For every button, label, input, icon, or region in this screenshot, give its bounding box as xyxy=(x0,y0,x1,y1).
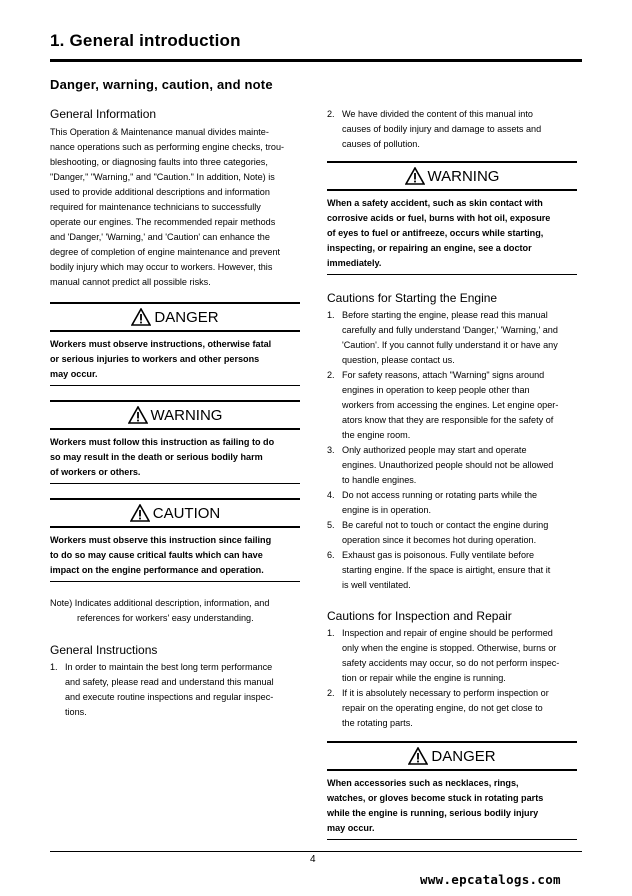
danger-header xyxy=(327,743,577,771)
general-information-text xyxy=(50,125,300,290)
note-line: Note) Indicates additional description, information, and xyxy=(50,598,270,608)
text-line: or serious injuries to workers and other persons xyxy=(50,354,260,364)
text-line: We have divided the content of this manual into xyxy=(342,109,533,119)
text-line: degree of completion of engine maintenance and prevent xyxy=(50,247,281,257)
warning-triangle-icon xyxy=(128,406,148,424)
text-line: the rotating parts. xyxy=(342,718,413,728)
list-number: 2. xyxy=(327,688,335,698)
text-line: only when the engine is stopped. Otherwise, burns or xyxy=(342,643,557,653)
cautions-inspection-list xyxy=(327,626,577,731)
list-item xyxy=(327,518,577,548)
danger-box xyxy=(50,302,300,386)
left-column xyxy=(50,107,300,720)
text-line: question, please contact us. xyxy=(342,355,455,365)
header-rule xyxy=(50,59,582,62)
text-line: manual cannot predict all possible risks. xyxy=(50,277,211,287)
warning-triangle-icon xyxy=(408,747,428,765)
list-number: 1. xyxy=(327,310,335,320)
warning-label: WARNING xyxy=(427,167,500,185)
text-line: repair on the operating engine, do not get close to xyxy=(342,703,543,713)
text-line: bodily injury which may occur to workers. However, this xyxy=(50,262,273,272)
text-line: 'Caution'. If you cannot fully understand it or have any xyxy=(342,340,558,350)
text-line: engines in operation to keep people other than xyxy=(342,385,530,395)
text-line: tions. xyxy=(65,707,87,717)
text-line: to do so may cause critical faults which can have xyxy=(50,550,263,560)
text-line: so may result in the death or serious bodily harm xyxy=(50,452,263,462)
note xyxy=(50,596,300,626)
text-line: operation since it becomes hot during operation. xyxy=(342,535,537,545)
danger-box xyxy=(327,741,577,840)
danger-label: DANGER xyxy=(154,308,219,326)
warning-triangle-icon xyxy=(130,504,150,522)
text-line: When a safety accident, such as skin contact with xyxy=(327,198,543,208)
warning-triangle-icon xyxy=(131,308,151,326)
text-line: to handle engines. xyxy=(342,475,417,485)
cautions-inspection-heading: Cautions for Inspection and Repair xyxy=(327,609,512,623)
danger-body xyxy=(50,332,300,385)
caution-label: CAUTION xyxy=(152,504,221,522)
text-line: Before starting the engine, please read this manual xyxy=(342,310,548,320)
list-number: 2. xyxy=(327,109,335,119)
caution-box xyxy=(50,498,300,582)
text-line: engines. Unauthorized people should not be allowed xyxy=(342,460,554,470)
text-line: When accessories such as necklaces, rings, xyxy=(327,778,519,788)
text-line: "Danger," "Warning," and "Caution." In addition, Note) is xyxy=(50,172,275,182)
list-number: 6. xyxy=(327,550,335,560)
text-line: causes of bodily injury and damage to assets and xyxy=(342,124,542,134)
list-item xyxy=(327,686,577,731)
list-item xyxy=(327,443,577,488)
warning-body xyxy=(327,191,577,274)
text-line: required for maintenance technicians to successfully xyxy=(50,202,261,212)
text-line: engine is in operation. xyxy=(342,505,431,515)
cautions-starting-heading: Cautions for Starting the Engine xyxy=(327,291,498,305)
list-number: 5. xyxy=(327,520,335,530)
text-line: operate our engines. The recommended repair methods xyxy=(50,217,276,227)
list-number: 2. xyxy=(327,370,335,380)
text-line: of eyes to fuel or antifreeze, occurs while starting, xyxy=(327,228,544,238)
note-line: references for workers' easy understanding. xyxy=(77,613,254,623)
warning-box xyxy=(327,161,577,275)
text-line: causes of pollution. xyxy=(342,139,420,149)
list-number: 1. xyxy=(327,628,335,638)
text-line: bleshooting, or diagnosing faults into three categories, xyxy=(50,157,268,167)
list-item xyxy=(327,626,577,686)
page-number: 4 xyxy=(310,854,316,865)
text-line: may occur. xyxy=(50,369,98,379)
chapter-title: 1. General introduction xyxy=(50,31,241,50)
general-instructions-heading: General Instructions xyxy=(50,643,158,657)
text-line: Workers must observe instructions, otherwise fatal xyxy=(50,339,272,349)
list-item xyxy=(327,107,577,152)
danger-header xyxy=(50,304,300,332)
text-line: immediately. xyxy=(327,258,382,268)
intro-list xyxy=(327,107,577,152)
text-line: is well ventilated. xyxy=(342,580,411,590)
text-line: inspecting, or repairing an engine, see a doctor xyxy=(327,243,532,253)
text-line: In order to maintain the best long term performance xyxy=(65,662,273,672)
text-line: and safety, please read and understand this manual xyxy=(65,677,274,687)
caution-body xyxy=(50,528,300,581)
danger-label: DANGER xyxy=(431,747,496,765)
list-item xyxy=(327,308,577,368)
section-title: Danger, warning, caution, and note xyxy=(50,77,273,92)
text-line: impact on the engine performance and operation. xyxy=(50,565,264,575)
text-line: and execute routine inspections and regular inspec- xyxy=(65,692,274,702)
text-line: Inspection and repair of engine should be performed xyxy=(342,628,553,638)
warning-label: WARNING xyxy=(150,406,223,424)
warning-triangle-icon xyxy=(405,167,425,185)
general-information-heading: General Information xyxy=(50,107,157,121)
text-line: watches, or gloves become stuck in rotating parts xyxy=(327,793,544,803)
footer-rule xyxy=(50,851,582,852)
warning-box xyxy=(50,400,300,484)
list-item xyxy=(50,660,300,720)
text-line: Workers must follow this instruction as failing to do xyxy=(50,437,275,447)
text-line: If it is absolutely necessary to perform inspection or xyxy=(342,688,549,698)
text-line: Only authorized people may start and operate xyxy=(342,445,527,455)
text-line: Do not access running or rotating parts while the xyxy=(342,490,538,500)
text-line: of workers or others. xyxy=(50,467,141,477)
list-item xyxy=(327,368,577,443)
text-line: used to provide additional descriptions and information xyxy=(50,187,270,197)
warning-header xyxy=(50,402,300,430)
text-line: workers from accessing the engines. Let engine oper- xyxy=(342,400,559,410)
list-number: 3. xyxy=(327,445,335,455)
text-line: tion or repair while the engine is running. xyxy=(342,673,506,683)
right-column xyxy=(327,107,577,840)
list-number: 1. xyxy=(50,662,58,672)
text-line: This Operation & Maintenance manual divides mainte- xyxy=(50,127,269,137)
general-instructions-list xyxy=(50,660,300,720)
text-line: safety accidents may occur, so do not perform inspec- xyxy=(342,658,560,668)
danger-body xyxy=(327,771,577,839)
text-line: starting engine. If the space is airtight, ensure that it xyxy=(342,565,551,575)
list-item xyxy=(327,488,577,518)
text-line: and 'Danger,' 'Warning,' and 'Caution' can enhance the xyxy=(50,232,270,242)
text-line: carefully and fully understand 'Danger,' 'Warning,' and xyxy=(342,325,558,335)
text-line: Workers must observe this instruction since failing xyxy=(50,535,272,545)
text-line: For safety reasons, attach "Warning" signs around xyxy=(342,370,545,380)
warning-header xyxy=(327,163,577,191)
text-line: ators know that they are responsible for the safety of xyxy=(342,415,554,425)
cautions-starting-list xyxy=(327,308,577,593)
list-number: 4. xyxy=(327,490,335,500)
watermark: www.epcatalogs.com xyxy=(420,872,561,887)
text-line: corrosive acids or fuel, burns with hot oil, exposure xyxy=(327,213,551,223)
text-line: Be careful not to touch or contact the engine during xyxy=(342,520,549,530)
list-item xyxy=(327,548,577,593)
text-line: nance operations such as performing engine checks, trou- xyxy=(50,142,285,152)
text-line: Exhaust gas is poisonous. Fully ventilate before xyxy=(342,550,535,560)
text-line: may occur. xyxy=(327,823,375,833)
caution-header xyxy=(50,500,300,528)
text-line: while the engine is running, serious bodily injury xyxy=(327,808,539,818)
warning-body xyxy=(50,430,300,483)
text-line: the engine room. xyxy=(342,430,411,440)
